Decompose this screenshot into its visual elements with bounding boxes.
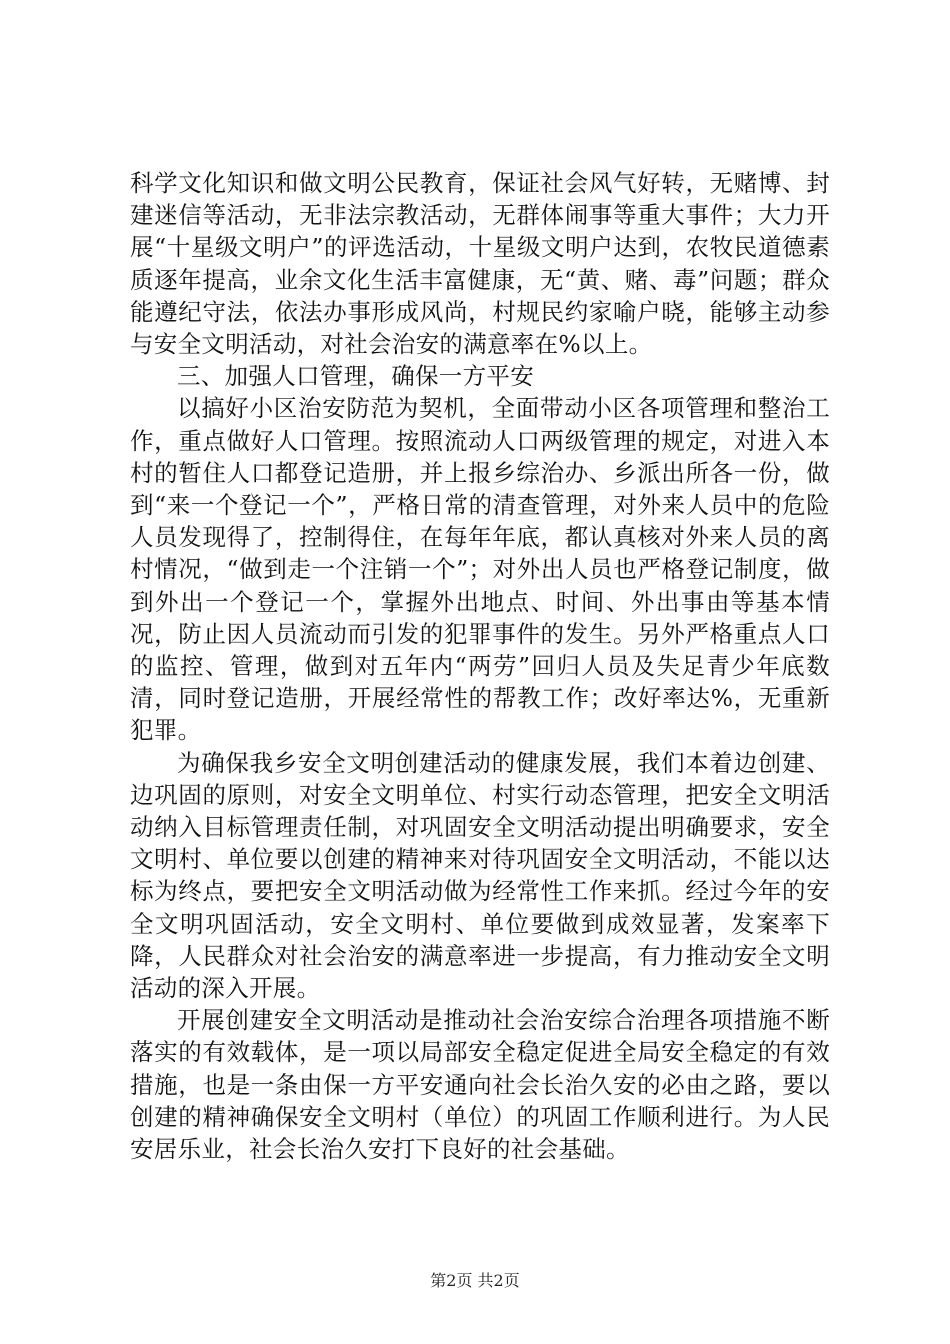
paragraph-population-management: 以搞好小区治安防范为契机，全面带动小区各项管理和整治工作，重点做好人口管理。按照流动人口两级管理的规定，对进入本村的暂住人口都登记造册，并上报乡综治办、乡派出所各一份，做到“来一个登记一个”，严格日常的清查管理，对外来人员中的危险人员发现得了，控制得住，在每年年底，都认真核对外来人员的离村情况，“做到走一个注销一个”；对外出人员也严格登记制度，做到外出一个登记一个，掌握外出地点、时间、外出事由等基本情况，防止因人员流动而引发的犯罪事件的发生。另外严格重点人口的监控、管理，做到对五年内“两劳”回归人员及失足青少年底数清，同时登记造册，开展经常性的帮教工作；改好率达%，无重新犯罪。 <box>130 394 830 745</box>
paragraph-continued: 科学文化知识和做文明公民教育，保证社会风气好转，无赌博、封建迷信等活动，无非法宗教活动，无群体闹事等重大事件；大力开展“十星级文明户”的评选活动，十星级文明户达到，农牧民道德素质逐年提高，业余文化生活丰富健康，无“黄、赌、毒”问题；群众能遵纪守法，依法办事形成风尚，村规民约家喻户晓，能够主动参与安全文明活动，对社会治安的满意率在%以上。 <box>130 169 830 359</box>
paragraph-consolidation: 为确保我乡安全文明创建活动的健康发展，我们本着边创建、边巩固的原则，对安全文明单位、村实行动态管理，把安全文明活动纳入目标管理责任制，对巩固安全文明活动提出明确要求，安全文明村、单位要以创建的精神来对待巩固安全文明活动，不能以达标为终点，要把安全文明活动做为经常性工作来抓。经过今年的安全文明巩固活动，安全文明村、单位要做到成效显著，发案率下降，人民群众对社会治安的满意率进一步提高，有力推动安全文明活动的深入开展。 <box>130 748 830 1003</box>
page-footer: 第2页 共2页 <box>430 1271 520 1290</box>
document-body <box>130 167 830 1165</box>
paragraph-conclusion: 开展创建安全文明活动是推动社会治安综合治理各项措施不断落实的有效载体，是一项以局部安全稳定促进全局安全稳定的有效措施，也是一条由保一方平安通向社会长治久安的必由之路，要以创建的精神确保安全文明村（单位）的巩固工作顺利进行。为人民安居乐业，社会长治久安打下良好的社会基础。 <box>130 1006 830 1164</box>
section-heading: 三、加强人口管理，确保一方平安 <box>177 362 534 391</box>
